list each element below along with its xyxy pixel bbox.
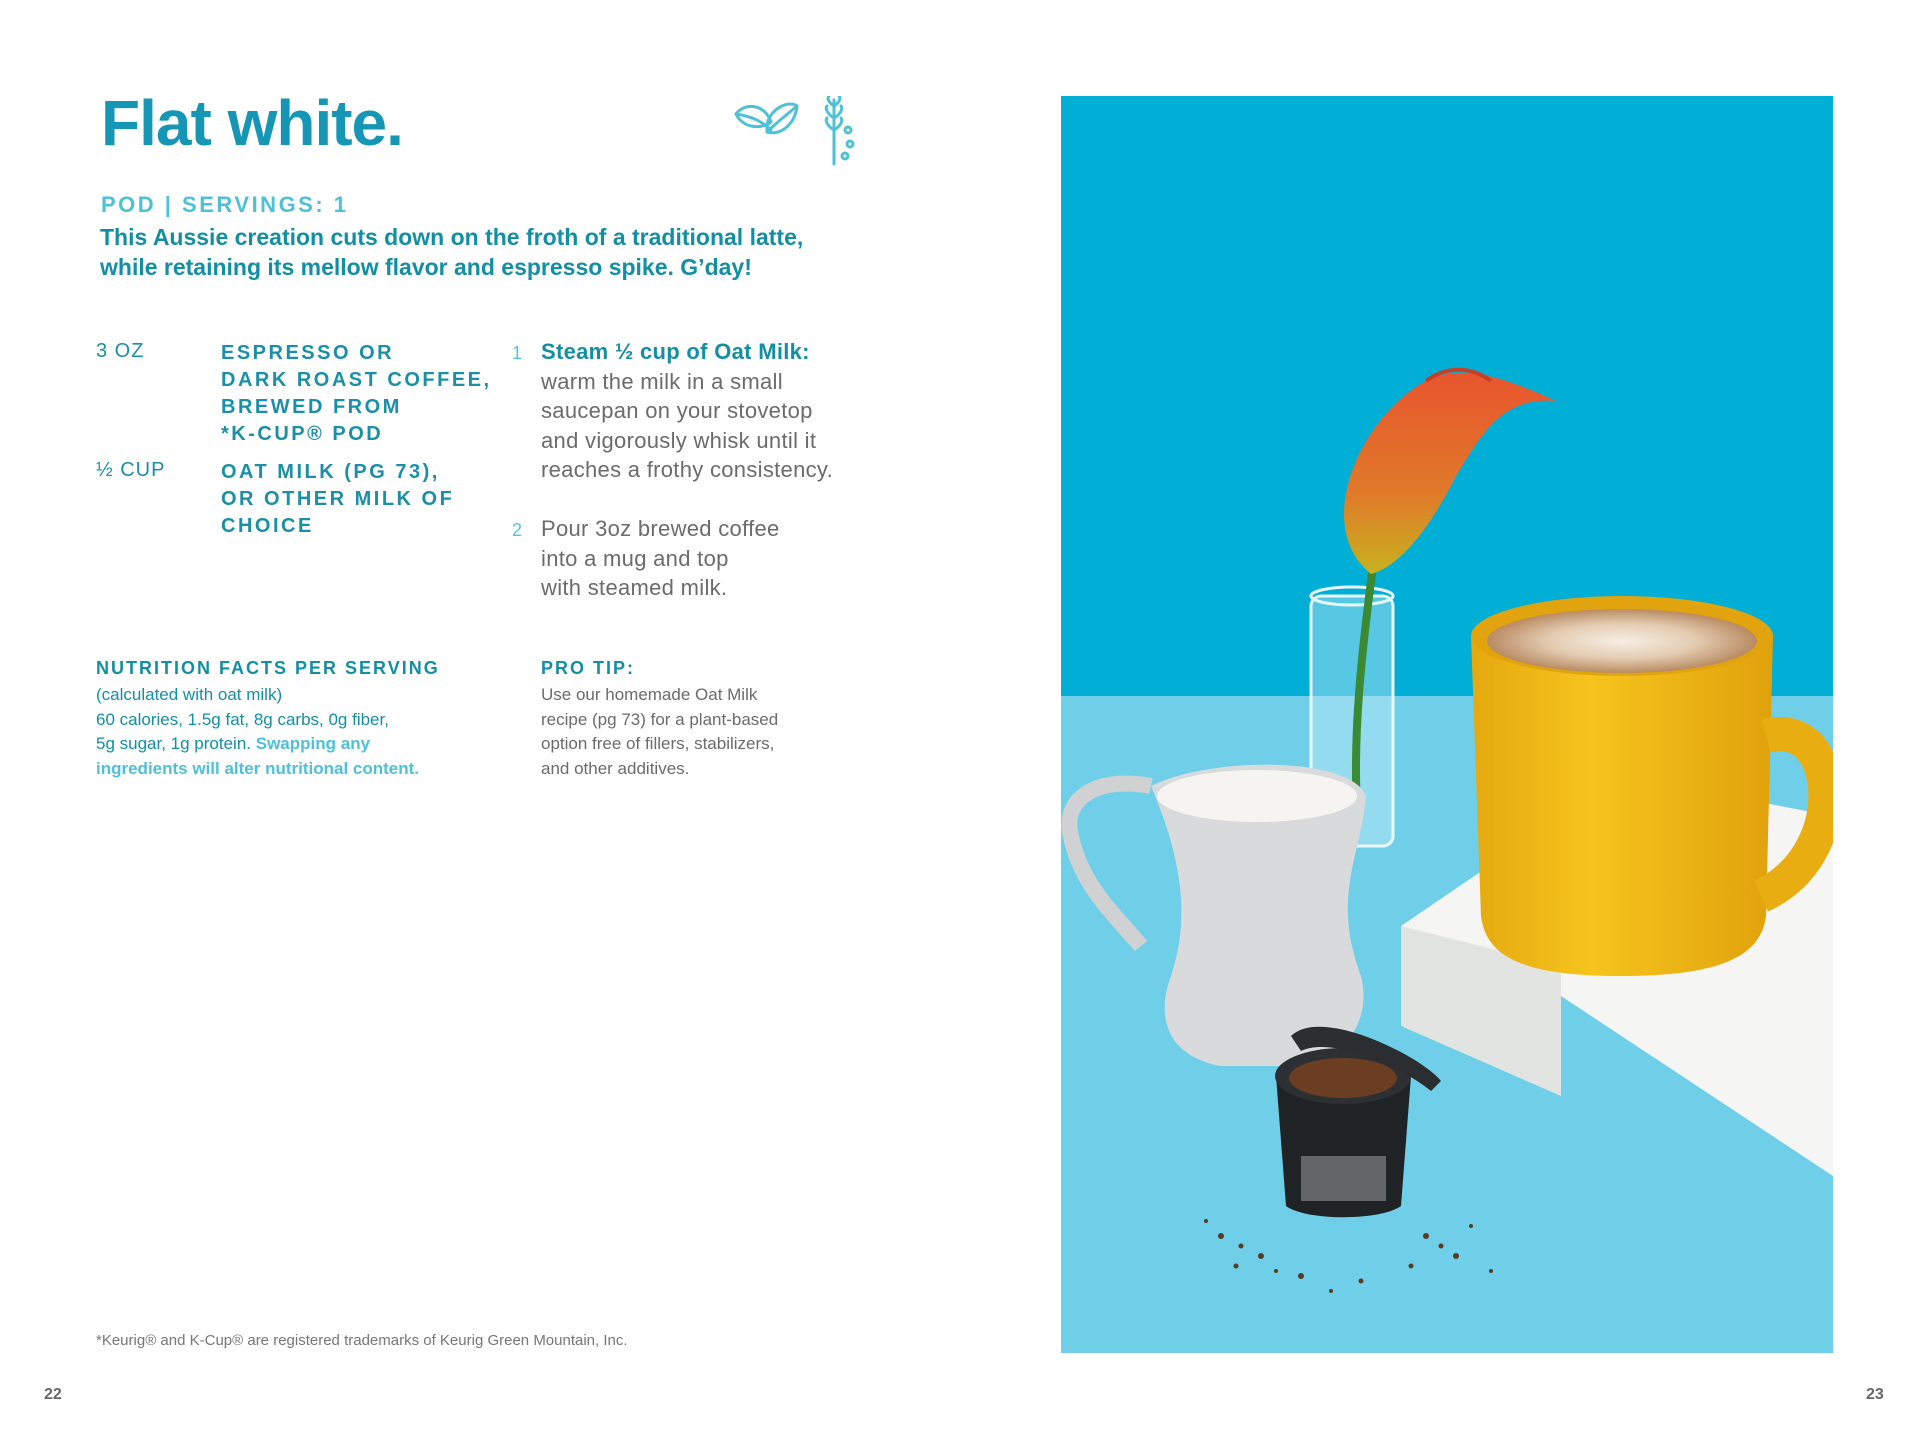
step-line: with steamed milk. xyxy=(541,575,728,600)
nutrition-heading: NUTRITION FACTS PER SERVING xyxy=(96,658,440,678)
nutrition-line: (calculated with oat milk) xyxy=(96,685,283,704)
step-line: reaches a frothy consistency. xyxy=(541,457,833,482)
step-line: and vigorously whisk until it xyxy=(541,427,817,453)
nutrition-note: Swapping any xyxy=(255,734,371,753)
flat-white-photo xyxy=(1061,96,1833,1353)
ingredient-line: CHOICE xyxy=(221,515,314,537)
nutrition-line xyxy=(96,732,496,757)
pro-tip-line: and other additives. xyxy=(541,758,690,778)
nutrition-line: 60 calories, 1.5g fat, 8g carbs, 0g fiber, xyxy=(96,709,389,729)
ingredient-name xyxy=(221,340,492,448)
page-number-left: 22 xyxy=(44,1386,62,1403)
recipe-intro: This Aussie creation cuts down on the froth of a traditional latte, while retaining its mellow flavor and espresso spike. G’day! xyxy=(100,224,804,280)
pro-tip-line: option free of fillers, stabilizers, xyxy=(541,734,775,753)
step-line: warm the milk in a small xyxy=(541,368,783,394)
step-text xyxy=(541,514,871,603)
step-line: saucepan on your stovetop xyxy=(541,398,813,423)
diet-icons xyxy=(733,96,868,166)
ingredient-line: DARK ROAST COFFEE, xyxy=(221,369,492,391)
nutrition-body xyxy=(96,683,496,781)
step-line: Pour 3oz brewed coffee xyxy=(541,516,780,541)
pro-tip-body xyxy=(541,683,861,781)
ingredient-line: OR OTHER MILK OF xyxy=(221,488,455,510)
ingredient-line: BREWED FROM xyxy=(221,396,402,418)
ingredient-name xyxy=(221,459,454,540)
recipe-meta: POD | SERVINGS: 1 xyxy=(101,192,349,217)
trademark-footnote: *Keurig® and K-Cup® are registered trademarks of Keurig Green Mountain, Inc. xyxy=(96,1332,628,1349)
wheat-icon xyxy=(826,96,853,164)
ingredient-line: *K-CUP® POD xyxy=(221,423,384,445)
nutrition-note: ingredients will alter nutritional content. xyxy=(96,758,420,778)
step-text xyxy=(541,337,871,485)
page-number-right: 23 xyxy=(1866,1386,1884,1403)
pro-tip-heading: PRO TIP: xyxy=(541,658,636,678)
ingredient-amount: 3 OZ xyxy=(96,340,145,362)
pro-tip-line: Use our homemade Oat Milk xyxy=(541,685,758,704)
ingredient-line: OAT MILK (PG 73), xyxy=(221,461,440,483)
step-heading: Steam ½ cup of Oat Milk: xyxy=(541,339,810,364)
nutrition-text: 5g sugar, 1g protein. xyxy=(96,734,256,753)
leaf-icon xyxy=(736,104,797,133)
step-number: 1 xyxy=(512,343,523,363)
step-line: into a mug and top xyxy=(541,545,729,571)
recipe-title: Flat white. xyxy=(101,87,403,159)
pro-tip-line: recipe (pg 73) for a plant-based xyxy=(541,709,779,729)
ingredient-line: ESPRESSO OR xyxy=(221,342,395,364)
ingredient-amount: ½ CUP xyxy=(96,459,166,481)
step-number: 2 xyxy=(512,520,523,540)
